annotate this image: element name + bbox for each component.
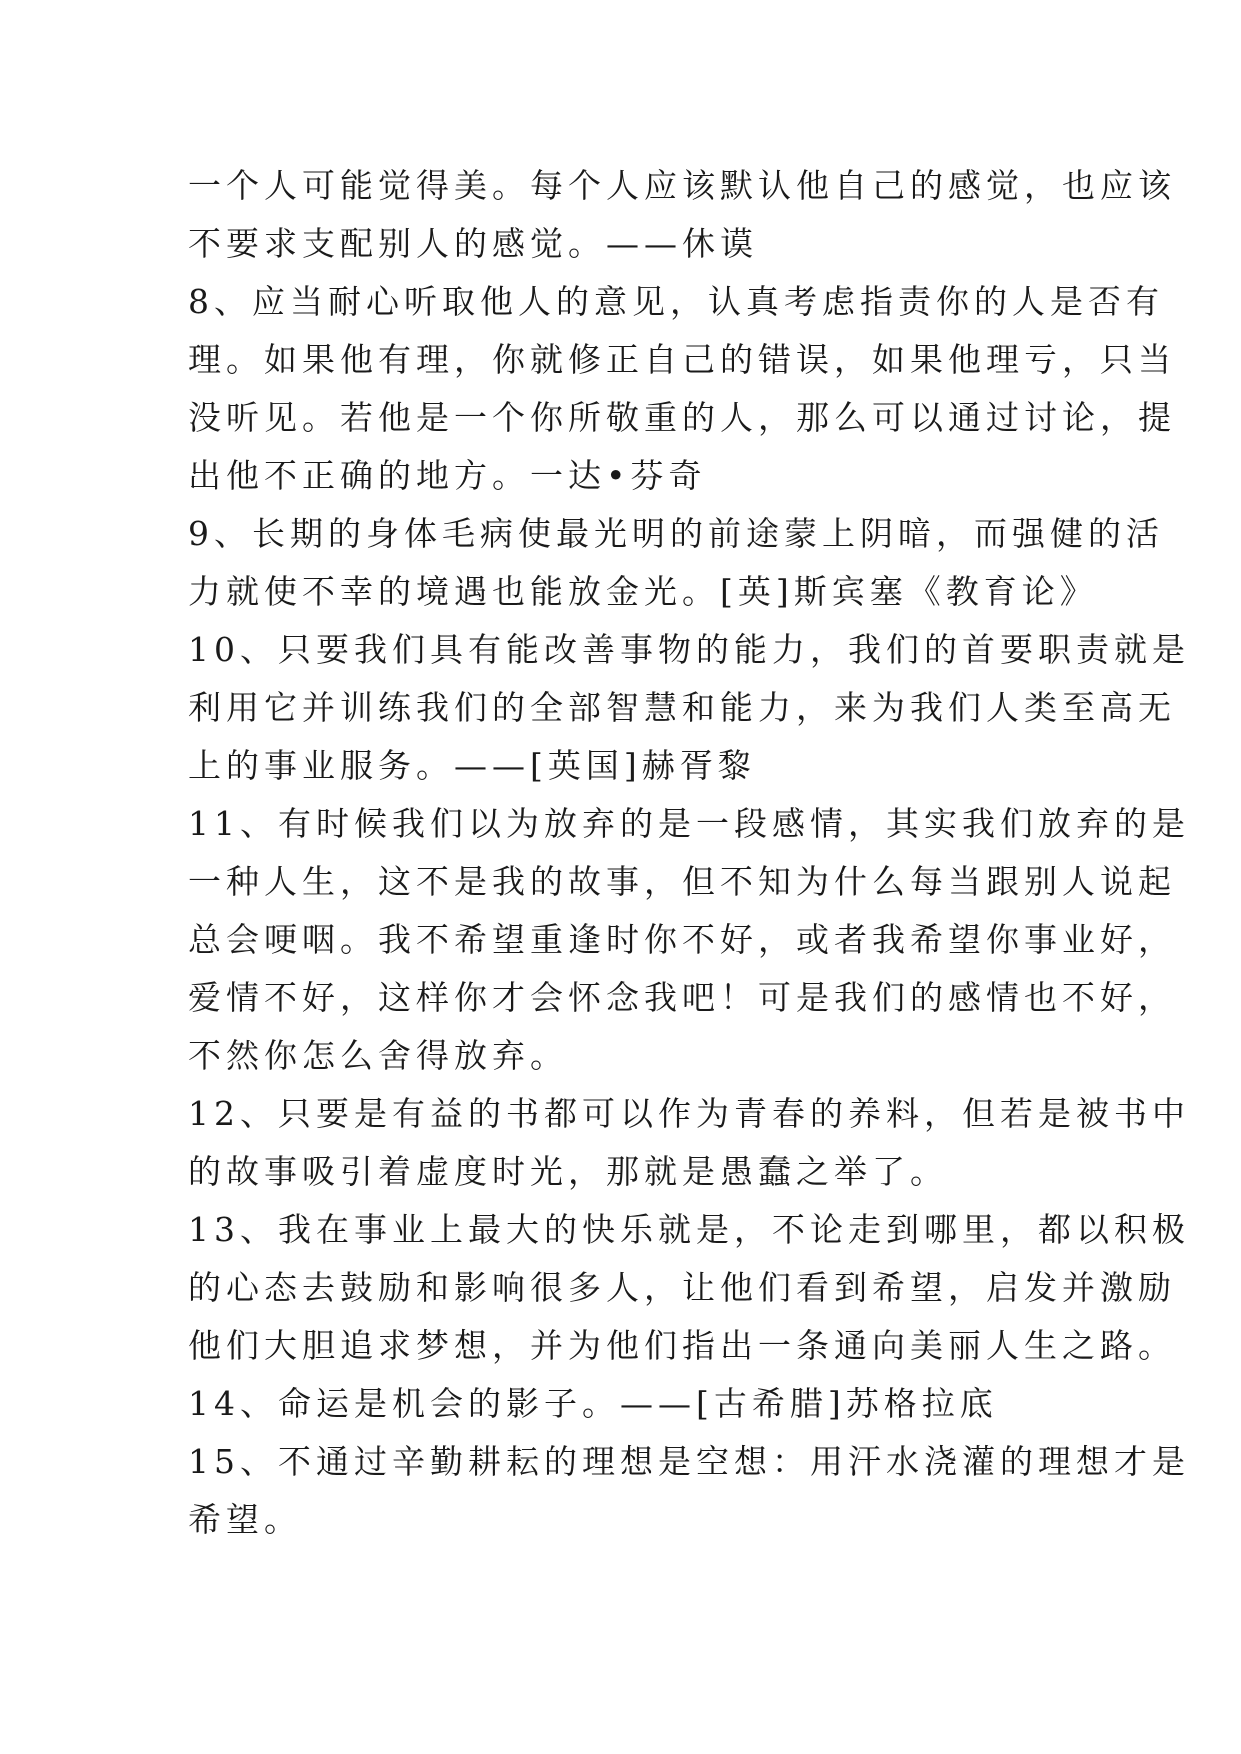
text-line: 不然你怎么舍得放弃。 bbox=[188, 1036, 568, 1075]
text-line: 12、只要是有益的书都可以作为青春的养料，但若是被书中 bbox=[188, 1094, 1190, 1133]
text-line: 他们大胆追求梦想，并为他们指出一条通向美丽人生之路。 bbox=[188, 1326, 1176, 1365]
text-line: 13、我在事业上最大的快乐就是，不论走到哪里，都以积极 bbox=[188, 1210, 1190, 1249]
text-line: 没听见。若他是一个你所敬重的人，那么可以通过讨论，提 bbox=[188, 398, 1176, 437]
text-line: 利用它并训练我们的全部智慧和能力，来为我们人类至高无 bbox=[188, 688, 1176, 727]
text-line: 的故事吸引着虚度时光，那就是愚蠢之举了。 bbox=[188, 1152, 948, 1191]
text-line: 的心态去鼓励和影响很多人，让他们看到希望，启发并激励 bbox=[188, 1268, 1176, 1307]
text-line: 不要求支配别人的感觉。——休谟 bbox=[188, 224, 758, 263]
text-line: 11、有时候我们以为放弃的是一段感情，其实我们放弃的是 bbox=[188, 804, 1190, 843]
text-line: 10、只要我们具有能改善事物的能力，我们的首要职责就是 bbox=[188, 630, 1190, 669]
text-line: 8、应当耐心听取他人的意见，认真考虑指责你的人是否有 bbox=[188, 282, 1164, 321]
text-line: 9、长期的身体毛病使最光明的前途蒙上阴暗，而强健的活 bbox=[188, 514, 1164, 553]
document-body bbox=[188, 157, 1190, 1549]
text-line: 总会哽咽。我不希望重逢时你不好，或者我希望你事业好， bbox=[188, 920, 1176, 959]
text-line: 一个人可能觉得美。每个人应该默认他自己的感觉，也应该 bbox=[188, 166, 1176, 205]
text-line: 希望。 bbox=[188, 1500, 302, 1539]
text-line: 出他不正确的地方。一达•芬奇 bbox=[188, 456, 707, 495]
text-line: 14、命运是机会的影子。——[古希腊]苏格拉底 bbox=[188, 1384, 998, 1423]
text-line: 爱情不好，这样你才会怀念我吧！可是我们的感情也不好， bbox=[188, 978, 1176, 1017]
text-line: 一种人生，这不是我的故事，但不知为什么每当跟别人说起 bbox=[188, 862, 1176, 901]
text-line: 力就使不幸的境遇也能放金光。[英]斯宾塞《教育论》 bbox=[188, 572, 1098, 611]
text-line: 15、不通过辛勤耕耘的理想是空想：用汗水浇灌的理想才是 bbox=[188, 1442, 1190, 1481]
text-line: 理。如果他有理，你就修正自己的错误，如果他理亏，只当 bbox=[188, 340, 1176, 379]
text-line: 上的事业服务。——[英国]赫胥黎 bbox=[188, 746, 756, 785]
